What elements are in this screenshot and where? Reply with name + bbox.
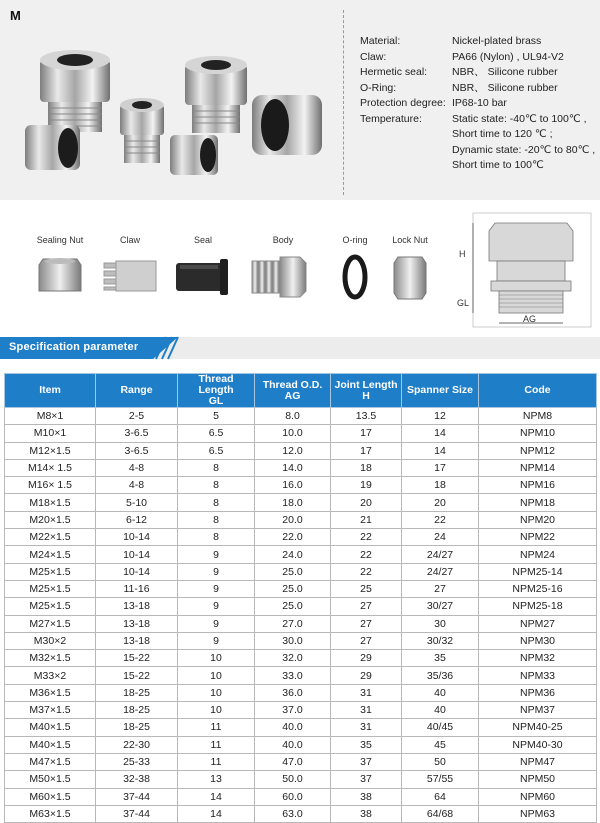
material-specs	[360, 34, 596, 174]
table-cell: NPM37	[479, 702, 597, 719]
table-cell: 25-33	[96, 753, 178, 770]
table-header-row	[5, 374, 597, 408]
table-cell: 20	[402, 494, 479, 511]
table-cell: 36.0	[255, 684, 331, 701]
table-cell: 20	[331, 494, 402, 511]
table-cell: 13-18	[96, 632, 178, 649]
table-cell: 6-12	[96, 511, 178, 528]
table-cell: 8	[178, 477, 255, 494]
table-cell: 20.0	[255, 511, 331, 528]
table-body	[5, 408, 597, 823]
table-cell: NPM25-18	[479, 598, 597, 615]
table-row	[5, 788, 597, 805]
table-cell: 47.0	[255, 753, 331, 770]
table-row	[5, 684, 597, 701]
dashed-divider	[343, 10, 344, 195]
spec-material: Material: Nickel-plated brass	[360, 35, 542, 47]
dimension-drawing	[455, 211, 595, 329]
table-cell: NPM25-16	[479, 580, 597, 597]
table-cell: 8.0	[255, 408, 331, 425]
table-cell: NPM47	[479, 753, 597, 770]
table-cell: 13.5	[331, 408, 402, 425]
table-cell: 24.0	[255, 546, 331, 563]
table-cell: NPM24	[479, 546, 597, 563]
column-header: Code	[479, 374, 597, 408]
spec-table-wrap	[4, 373, 596, 823]
table-cell: 3-6.5	[96, 425, 178, 442]
table-cell: 24	[402, 529, 479, 546]
table-row	[5, 753, 597, 770]
table-row	[5, 702, 597, 719]
table-cell: 17	[331, 425, 402, 442]
table-cell: 27	[331, 598, 402, 615]
table-cell: M20×1.5	[5, 511, 96, 528]
table-cell: NPM20	[479, 511, 597, 528]
table-cell: 11	[178, 753, 255, 770]
table-cell: 8	[178, 529, 255, 546]
table-cell: 32-38	[96, 771, 178, 788]
table-cell: 45	[402, 736, 479, 753]
table-cell: 22	[331, 546, 402, 563]
table-cell: 13-18	[96, 615, 178, 632]
table-cell: NPM63	[479, 805, 597, 822]
table-cell: 24/27	[402, 546, 479, 563]
lock-nut-icon	[390, 251, 430, 301]
table-cell: 4-8	[96, 477, 178, 494]
table-cell: 32.0	[255, 650, 331, 667]
table-cell: 25.0	[255, 598, 331, 615]
table-cell: 30.0	[255, 632, 331, 649]
table-cell: M37×1.5	[5, 702, 96, 719]
column-header: Thread O.D. AG	[255, 374, 331, 408]
section-title: Specification parameter	[9, 341, 139, 353]
table-cell: NPM27	[479, 615, 597, 632]
table-row	[5, 771, 597, 788]
table-cell: 40.0	[255, 736, 331, 753]
table-cell: NPM32	[479, 650, 597, 667]
gland-center	[120, 98, 164, 163]
table-cell: 25.0	[255, 580, 331, 597]
table-row	[5, 667, 597, 684]
table-row	[5, 736, 597, 753]
table-cell: 15-22	[96, 667, 178, 684]
table-cell: M25×1.5	[5, 563, 96, 580]
table-cell: 11	[178, 719, 255, 736]
table-cell: 10.0	[255, 425, 331, 442]
section-header	[0, 337, 600, 359]
table-cell: 40	[402, 684, 479, 701]
table-row	[5, 546, 597, 563]
spec-protection: Protection degree: IP68-10 bar	[360, 97, 507, 109]
part-lock-nut: Lock Nut	[385, 203, 435, 301]
gland-small-center	[170, 135, 218, 175]
table-cell: 5	[178, 408, 255, 425]
table-cell: 14	[178, 805, 255, 822]
gland-large-right	[185, 56, 247, 133]
table-cell: 38	[331, 805, 402, 822]
table-row	[5, 805, 597, 822]
table-cell: 30	[402, 615, 479, 632]
table-cell: 37.0	[255, 702, 331, 719]
table-cell: 64	[402, 788, 479, 805]
table-cell: 14	[178, 788, 255, 805]
table-cell: 5-10	[96, 494, 178, 511]
table-cell: 27.0	[255, 615, 331, 632]
gland-large-left	[40, 50, 110, 132]
body-icon	[248, 251, 318, 301]
table-cell: 6.5	[178, 425, 255, 442]
sealing-nut-icon	[35, 251, 85, 301]
table-cell: M22×1.5	[5, 529, 96, 546]
table-cell: 18	[331, 459, 402, 476]
spec-claw: Claw: PA66 (Nylon) , UL94-V2	[360, 50, 564, 63]
table-cell: 37	[331, 753, 402, 770]
table-cell: 30/27	[402, 598, 479, 615]
table-cell: 35	[402, 650, 479, 667]
table-cell: 18	[402, 477, 479, 494]
table-cell: 8	[178, 459, 255, 476]
dim-gl-label: GL	[457, 298, 470, 308]
table-cell: 3-6.5	[96, 442, 178, 459]
table-cell: NPM22	[479, 529, 597, 546]
table-cell: NPM36	[479, 684, 597, 701]
table-cell: M25×1.5	[5, 598, 96, 615]
table-cell: 17	[331, 442, 402, 459]
table-cell: 40/45	[402, 719, 479, 736]
table-cell: 60.0	[255, 788, 331, 805]
table-cell: 22	[402, 511, 479, 528]
table-cell: 9	[178, 580, 255, 597]
table-cell: 18-25	[96, 702, 178, 719]
table-cell: 17	[402, 459, 479, 476]
table-cell: 14.0	[255, 459, 331, 476]
table-cell: 22.0	[255, 529, 331, 546]
table-cell: 10-14	[96, 563, 178, 580]
table-cell: 19	[331, 477, 402, 494]
table-cell: NPM12	[479, 442, 597, 459]
table-row	[5, 477, 597, 494]
table-cell: 27	[402, 580, 479, 597]
table-row	[5, 650, 597, 667]
series-label: M	[10, 8, 21, 23]
column-header: Range	[96, 374, 178, 408]
table-row	[5, 632, 597, 649]
table-cell: 21	[331, 511, 402, 528]
table-row	[5, 459, 597, 476]
table-cell: 25.0	[255, 563, 331, 580]
table-cell: 37-44	[96, 788, 178, 805]
part-body: Body	[248, 203, 318, 301]
table-cell: NPM25-14	[479, 563, 597, 580]
table-cell: NPM33	[479, 667, 597, 684]
table-cell: 8	[178, 511, 255, 528]
table-cell: 12	[402, 408, 479, 425]
table-cell: NPM10	[479, 425, 597, 442]
table-cell: NPM40-25	[479, 719, 597, 736]
table-cell: NPM60	[479, 788, 597, 805]
table-row	[5, 442, 597, 459]
table-cell: M30×2	[5, 632, 96, 649]
table-row	[5, 615, 597, 632]
table-cell: NPM50	[479, 771, 597, 788]
table-row	[5, 598, 597, 615]
table-cell: NPM8	[479, 408, 597, 425]
table-cell: M12×1.5	[5, 442, 96, 459]
table-row	[5, 511, 597, 528]
table-cell: 10-14	[96, 546, 178, 563]
dim-ag-label: AG	[523, 314, 537, 324]
claw-icon	[100, 251, 160, 301]
table-cell: M24×1.5	[5, 546, 96, 563]
table-cell: 15-22	[96, 650, 178, 667]
table-row	[5, 425, 597, 442]
column-header: Item	[5, 374, 96, 408]
table-cell: M47×1.5	[5, 753, 96, 770]
column-header: Thread Length GL	[178, 374, 255, 408]
table-cell: NPM18	[479, 494, 597, 511]
parts-exploded-view	[0, 203, 600, 330]
table-cell: 18.0	[255, 494, 331, 511]
table-cell: 64/68	[402, 805, 479, 822]
table-row	[5, 563, 597, 580]
table-cell: 33.0	[255, 667, 331, 684]
table-cell: 31	[331, 684, 402, 701]
part-sealing-nut: Sealing Nut	[30, 203, 90, 301]
spec-temperature: Temperature: Static state: -40℃ to 100℃ , Short time to 120 ℃ ; Dynamic state: -20℃ to 80℃ , Short time to 100℃	[360, 112, 596, 171]
table-cell: 35	[331, 736, 402, 753]
table-cell: NPM40-30	[479, 736, 597, 753]
table-row	[5, 580, 597, 597]
table-cell: 10-14	[96, 529, 178, 546]
dim-h-label: H	[459, 249, 466, 259]
table-row	[5, 719, 597, 736]
gland-tilted-right	[252, 95, 322, 155]
table-cell: 10	[178, 650, 255, 667]
table-cell: 50	[402, 753, 479, 770]
spec-o-ring: O-Ring: NBR、 Silicone rubber	[360, 81, 558, 94]
table-cell: 25	[331, 580, 402, 597]
table-cell: 10	[178, 667, 255, 684]
table-cell: 63.0	[255, 805, 331, 822]
table-cell: NPM16	[479, 477, 597, 494]
table-cell: M40×1.5	[5, 736, 96, 753]
spec-hermetic-seal: Hermetic seal: NBR、 Silicone rubber	[360, 66, 558, 78]
table-cell: 31	[331, 702, 402, 719]
table-cell: 9	[178, 546, 255, 563]
table-cell: 10	[178, 684, 255, 701]
table-cell: 8	[178, 494, 255, 511]
table-cell: 40.0	[255, 719, 331, 736]
table-cell: NPM30	[479, 632, 597, 649]
part-claw: Claw	[100, 203, 160, 301]
table-cell: 35/36	[402, 667, 479, 684]
table-cell: M50×1.5	[5, 771, 96, 788]
table-cell: M18×1.5	[5, 494, 96, 511]
table-cell: 11	[178, 736, 255, 753]
part-seal: Seal	[172, 203, 234, 301]
table-cell: 9	[178, 598, 255, 615]
table-cell: 31	[331, 719, 402, 736]
table-row	[5, 408, 597, 425]
table-cell: 22	[331, 563, 402, 580]
table-cell: 37	[331, 771, 402, 788]
product-photo	[20, 40, 330, 195]
table-cell: M27×1.5	[5, 615, 96, 632]
table-cell: 29	[331, 667, 402, 684]
table-cell: 9	[178, 632, 255, 649]
table-cell: 14	[402, 442, 479, 459]
table-cell: 16.0	[255, 477, 331, 494]
table-cell: M10×1	[5, 425, 96, 442]
table-cell: 18-25	[96, 719, 178, 736]
table-cell: 6.5	[178, 442, 255, 459]
column-header: Spanner Size	[402, 374, 479, 408]
table-cell: 18-25	[96, 684, 178, 701]
gland-small-left	[25, 125, 80, 170]
table-cell: 27	[331, 632, 402, 649]
table-cell: M40×1.5	[5, 719, 96, 736]
table-cell: 30/32	[402, 632, 479, 649]
table-cell: 13	[178, 771, 255, 788]
table-cell: M36×1.5	[5, 684, 96, 701]
table-cell: 27	[331, 615, 402, 632]
table-cell: NPM14	[479, 459, 597, 476]
o-ring-icon	[335, 251, 375, 301]
table-cell: 9	[178, 563, 255, 580]
table-cell: 29	[331, 650, 402, 667]
table-cell: M16× 1.5	[5, 477, 96, 494]
table-cell: 12.0	[255, 442, 331, 459]
table-cell: 22	[331, 529, 402, 546]
table-cell: 22-30	[96, 736, 178, 753]
table-cell: 38	[331, 788, 402, 805]
section-stripes-icon	[150, 337, 180, 359]
table-cell: 2-5	[96, 408, 178, 425]
table-cell: M8×1	[5, 408, 96, 425]
table-cell: 13-18	[96, 598, 178, 615]
table-cell: 4-8	[96, 459, 178, 476]
part-o-ring: O-ring	[330, 203, 380, 301]
table-cell: M32×1.5	[5, 650, 96, 667]
table-cell: M63×1.5	[5, 805, 96, 822]
table-cell: M60×1.5	[5, 788, 96, 805]
table-row	[5, 494, 597, 511]
table-cell: 37-44	[96, 805, 178, 822]
table-cell: M33×2	[5, 667, 96, 684]
table-cell: 40	[402, 702, 479, 719]
spec-table	[4, 373, 597, 823]
column-header: Joint Length H	[331, 374, 402, 408]
table-row	[5, 529, 597, 546]
seal-icon	[172, 251, 234, 301]
table-cell: 9	[178, 615, 255, 632]
table-cell: 24/27	[402, 563, 479, 580]
table-cell: M14× 1.5	[5, 459, 96, 476]
table-cell: 10	[178, 702, 255, 719]
product-overview	[0, 0, 600, 200]
table-cell: M25×1.5	[5, 580, 96, 597]
table-cell: 11-16	[96, 580, 178, 597]
table-cell: 14	[402, 425, 479, 442]
table-cell: 50.0	[255, 771, 331, 788]
table-cell: 57/55	[402, 771, 479, 788]
